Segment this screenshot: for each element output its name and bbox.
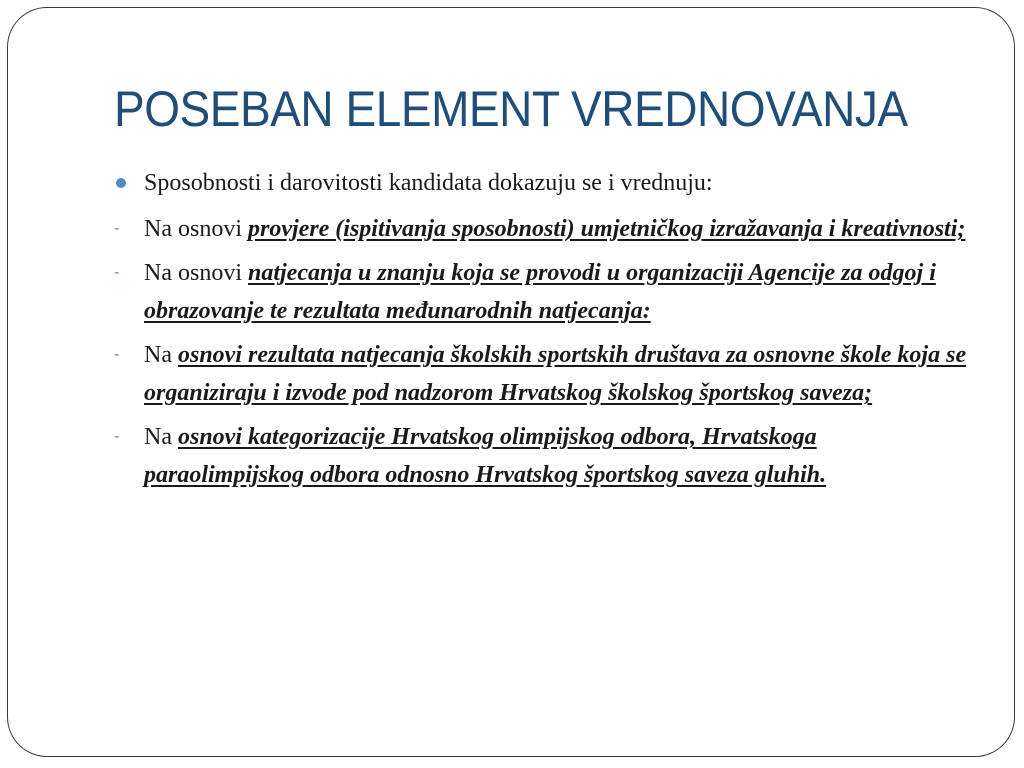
item-lead: Na osnovi	[144, 216, 248, 242]
dash-marker: -	[114, 428, 120, 445]
item-lead: Na	[144, 424, 178, 450]
item-emphasis: osnovi rezultata natjecanja školskih sportskih društava za osnovne škole koja se organiziraju i izvode pod nadzorom Hrvatskog školskog športskog saveza;	[144, 342, 967, 406]
slide-title: POSEBAN ELEMENT VREDNOVANJA	[114, 81, 908, 137]
slide-body	[112, 164, 972, 500]
bullet-dot-icon	[116, 178, 126, 188]
list-item	[112, 336, 972, 412]
intro-bullet	[112, 164, 972, 202]
list-item	[112, 254, 972, 330]
item-emphasis: natjecanja u znanju koja se provodi u organizaciji Agencije za odgoj i obrazovanje te rezultata međunarodnih natjecanja:	[144, 260, 936, 324]
item-emphasis: provjere (ispitivanja sposobnosti) umjetničkog izražavanja i kreativnosti;	[248, 216, 966, 242]
list-item	[112, 210, 972, 248]
item-emphasis: osnovi kategorizacije Hrvatskog olimpijskog odbora, Hrvatskoga paraolimpijskog odbora odnosno Hrvatskog športskog saveza gluhih.	[144, 424, 827, 488]
dash-marker: -	[114, 220, 120, 237]
item-lead: Na osnovi	[144, 260, 248, 286]
dash-marker: -	[114, 346, 120, 363]
list-item	[112, 418, 972, 494]
dash-marker: -	[114, 264, 120, 281]
item-lead: Na	[144, 342, 178, 368]
intro-text: Sposobnosti i darovitosti kandidata dokazuju se i vrednuju:	[144, 170, 713, 196]
